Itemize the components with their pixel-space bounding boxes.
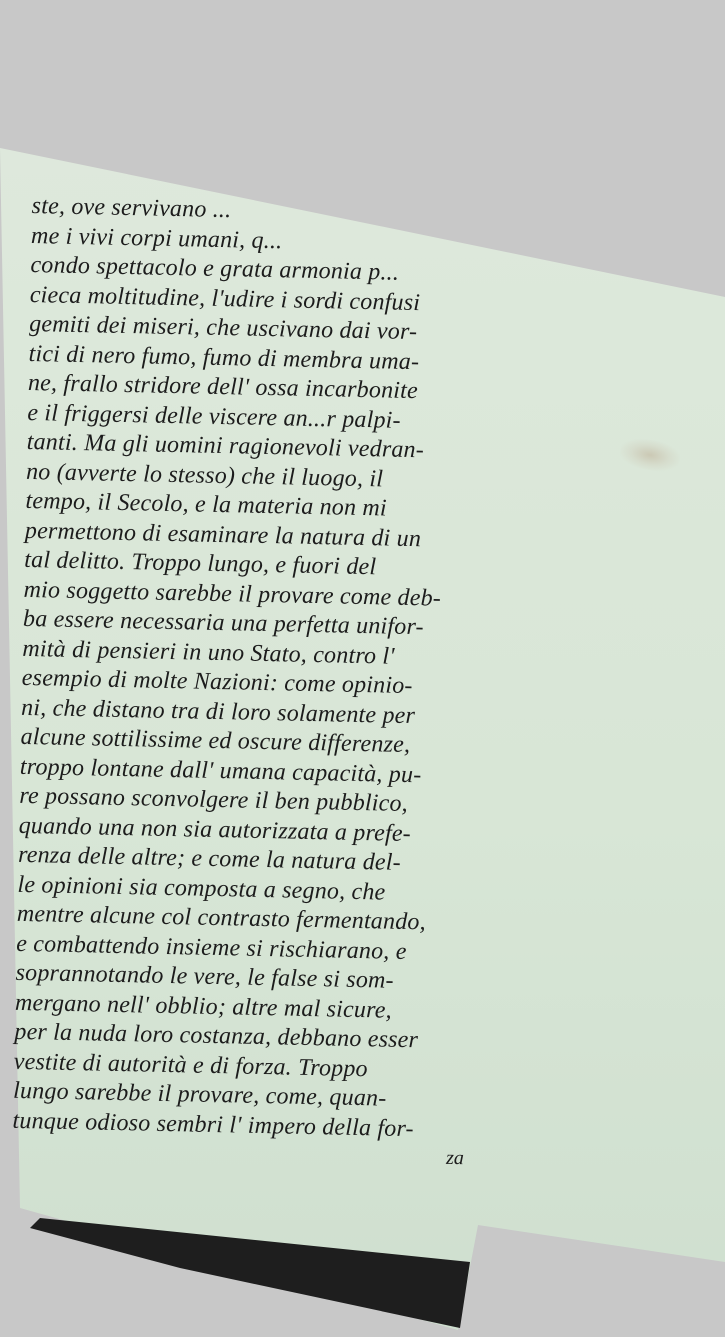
text-line: soprannotando le vere, le false si som- (15, 959, 395, 994)
text-line: mentre alcune col contrasto fermentando, (16, 900, 427, 936)
text-line: tici di nero fumo, fumo di membra uma- (28, 340, 420, 375)
catchword: za (445, 1146, 465, 1170)
text-line: troppo lontane dall' umana capacità, pu- (19, 753, 422, 788)
text-line: quando una non sia autorizzata a prefe- (18, 812, 412, 847)
text-line: tempo, il Secolo, e la materia non mi (25, 487, 388, 522)
text-line: me i vivi corpi umani, q... (30, 222, 283, 254)
text-line: tanti. Ma gli uomini ragionevoli vedran- (26, 428, 425, 464)
text-line: gemiti dei miseri, che uscivano dai vor- (28, 310, 418, 346)
text-line: mergano nell' obblio; altre mal sicure, (14, 989, 393, 1024)
text-line: le opinioni sia composta a segno, che (17, 871, 386, 906)
text-line: cieca moltitudine, l'udire i sordi confusi (29, 281, 421, 316)
text-line: tunque odioso sembri l' impero della for- (12, 1107, 415, 1142)
text-line: mità di pensieri in uno Stato, contro l' (22, 635, 395, 670)
text-line: e combattendo insieme si rischiarano, e (15, 930, 407, 965)
text-line: ni, che distano tra di loro solamente per (20, 694, 416, 729)
text-line: vestite di autorità e di forza. Troppo (13, 1048, 369, 1082)
text-line: alcune sottilissime ed oscure differenze, (20, 723, 411, 759)
text-line: re possano sconvolgere il ben pubblico, (19, 782, 409, 818)
text-line: tal delitto. Troppo lungo, e fuori del (24, 546, 377, 581)
text-line: ne, frallo stridore dell' ossa incarbonite (27, 369, 419, 405)
text-line: no (avverte lo stesso) che il luogo, il (25, 458, 384, 492)
text-line: per la nuda loro costanza, debbano esser (14, 1018, 419, 1054)
text-line: e il friggersi delle viscere an...r palpi- (27, 399, 402, 434)
text-line: condo spettacolo e grata armonia p... (30, 251, 400, 286)
text-line: renza delle altre; e come la natura del- (17, 841, 402, 876)
text-line: ba essere necessaria una perfetta unifor- (22, 605, 425, 641)
text-line: esempio di molte Nazioni: come opinio- (21, 664, 413, 700)
text-line: permettono di esaminare la natura di un (24, 517, 422, 552)
text-line: lungo sarebbe il provare, come, quan- (12, 1077, 387, 1112)
page-text (12, 192, 514, 1172)
text-line: ste, ove servivano ... (31, 192, 232, 224)
text-line: mio soggetto sarebbe il provare come deb- (23, 576, 442, 612)
